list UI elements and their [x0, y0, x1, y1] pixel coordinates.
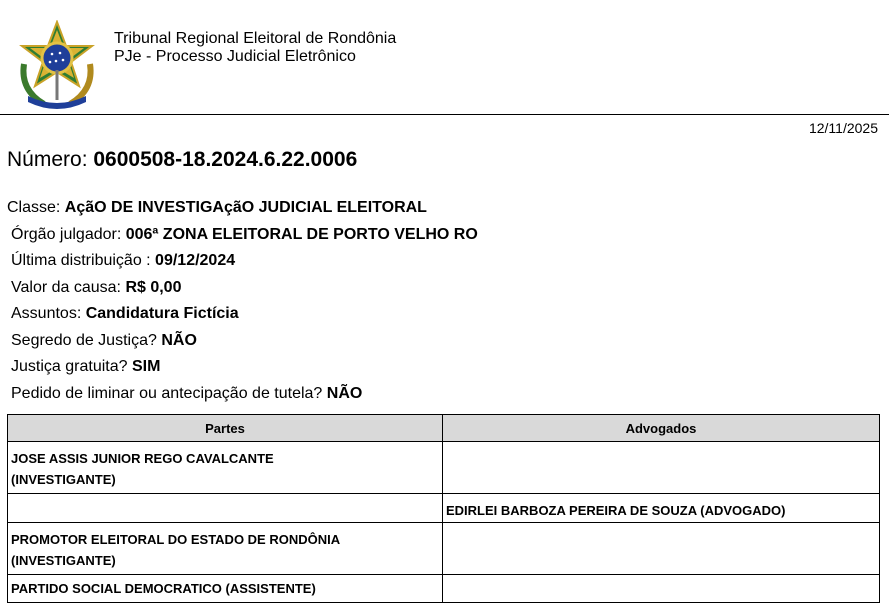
- advogado-cell: [443, 523, 880, 575]
- table-header-row: [8, 415, 880, 442]
- system-name: PJe - Processo Judicial Eletrônico: [114, 48, 356, 65]
- field-pedido-liminar: [11, 384, 362, 404]
- advogado-cell: EDIRLEI BARBOZA PEREIRA DE SOUZA (ADVOGADO): [443, 494, 880, 523]
- field-value: R$ 0,00: [125, 279, 182, 296]
- field-value: SIM: [131, 358, 161, 375]
- process-number-value: 0600508-18.2024.6.22.0006: [93, 148, 358, 171]
- parte-cell: [8, 494, 443, 523]
- parties-table: [7, 414, 880, 603]
- column-header-advogados: Advogados: [443, 415, 880, 442]
- field-value: NÃO: [326, 385, 363, 402]
- field-label: Valor da causa:: [11, 279, 126, 296]
- field-justica-gratuita: [11, 357, 160, 377]
- brazil-coat-of-arms-icon: [14, 20, 100, 110]
- field-assuntos: [11, 304, 239, 324]
- document-header: [0, 0, 889, 115]
- table-row: [8, 494, 880, 523]
- field-segredo-justica: [11, 331, 197, 351]
- table-row: [8, 442, 880, 494]
- field-value: 09/12/2024: [155, 252, 236, 269]
- advogado-cell: [443, 575, 880, 603]
- field-label: Assuntos:: [11, 305, 86, 322]
- field-label: Justiça gratuita?: [11, 358, 132, 375]
- field-value: NÃO: [161, 332, 197, 349]
- court-name: Tribunal Regional Eleitoral de Rondônia: [114, 30, 397, 47]
- parte-cell: [8, 575, 443, 603]
- field-label: Pedido de liminar ou antecipação de tutela?: [11, 385, 327, 402]
- parte-cell: [8, 523, 443, 575]
- field-label: Órgão julgador:: [11, 226, 126, 243]
- parte-cell: [8, 442, 443, 494]
- column-header-partes: Partes: [8, 415, 443, 442]
- parte-role: (INVESTIGANTE): [11, 553, 116, 568]
- field-value: Candidatura Fictícia: [85, 305, 239, 322]
- advogado-cell: [443, 442, 880, 494]
- process-number-label: Número:: [7, 148, 94, 171]
- parte-role: (INVESTIGANTE): [11, 472, 116, 487]
- table-row: [8, 575, 880, 603]
- field-valor-causa: [11, 278, 181, 298]
- table-row: [8, 523, 880, 575]
- field-value: 006ª ZONA ELEITORAL DE PORTO VELHO RO: [125, 226, 478, 243]
- field-classe: [7, 198, 427, 218]
- field-orgao-julgador: [11, 225, 478, 245]
- parte-name: PARTIDO SOCIAL DEMOCRATICO (ASSISTENTE): [11, 581, 316, 596]
- document-date: 12/11/2025: [808, 120, 878, 136]
- process-number: [7, 148, 357, 172]
- field-ultima-distribuicao: [11, 251, 235, 271]
- field-label: Última distribuição :: [11, 252, 156, 269]
- parte-name: JOSE ASSIS JUNIOR REGO CAVALCANTE: [11, 451, 274, 466]
- parte-name: PROMOTOR ELEITORAL DO ESTADO DE RONDÔNIA: [11, 532, 341, 547]
- field-label: Segredo de Justiça?: [11, 332, 162, 349]
- field-label: Classe:: [7, 199, 65, 216]
- field-value: AçãO DE INVESTIGAçãO JUDICIAL ELEITORAL: [64, 199, 427, 216]
